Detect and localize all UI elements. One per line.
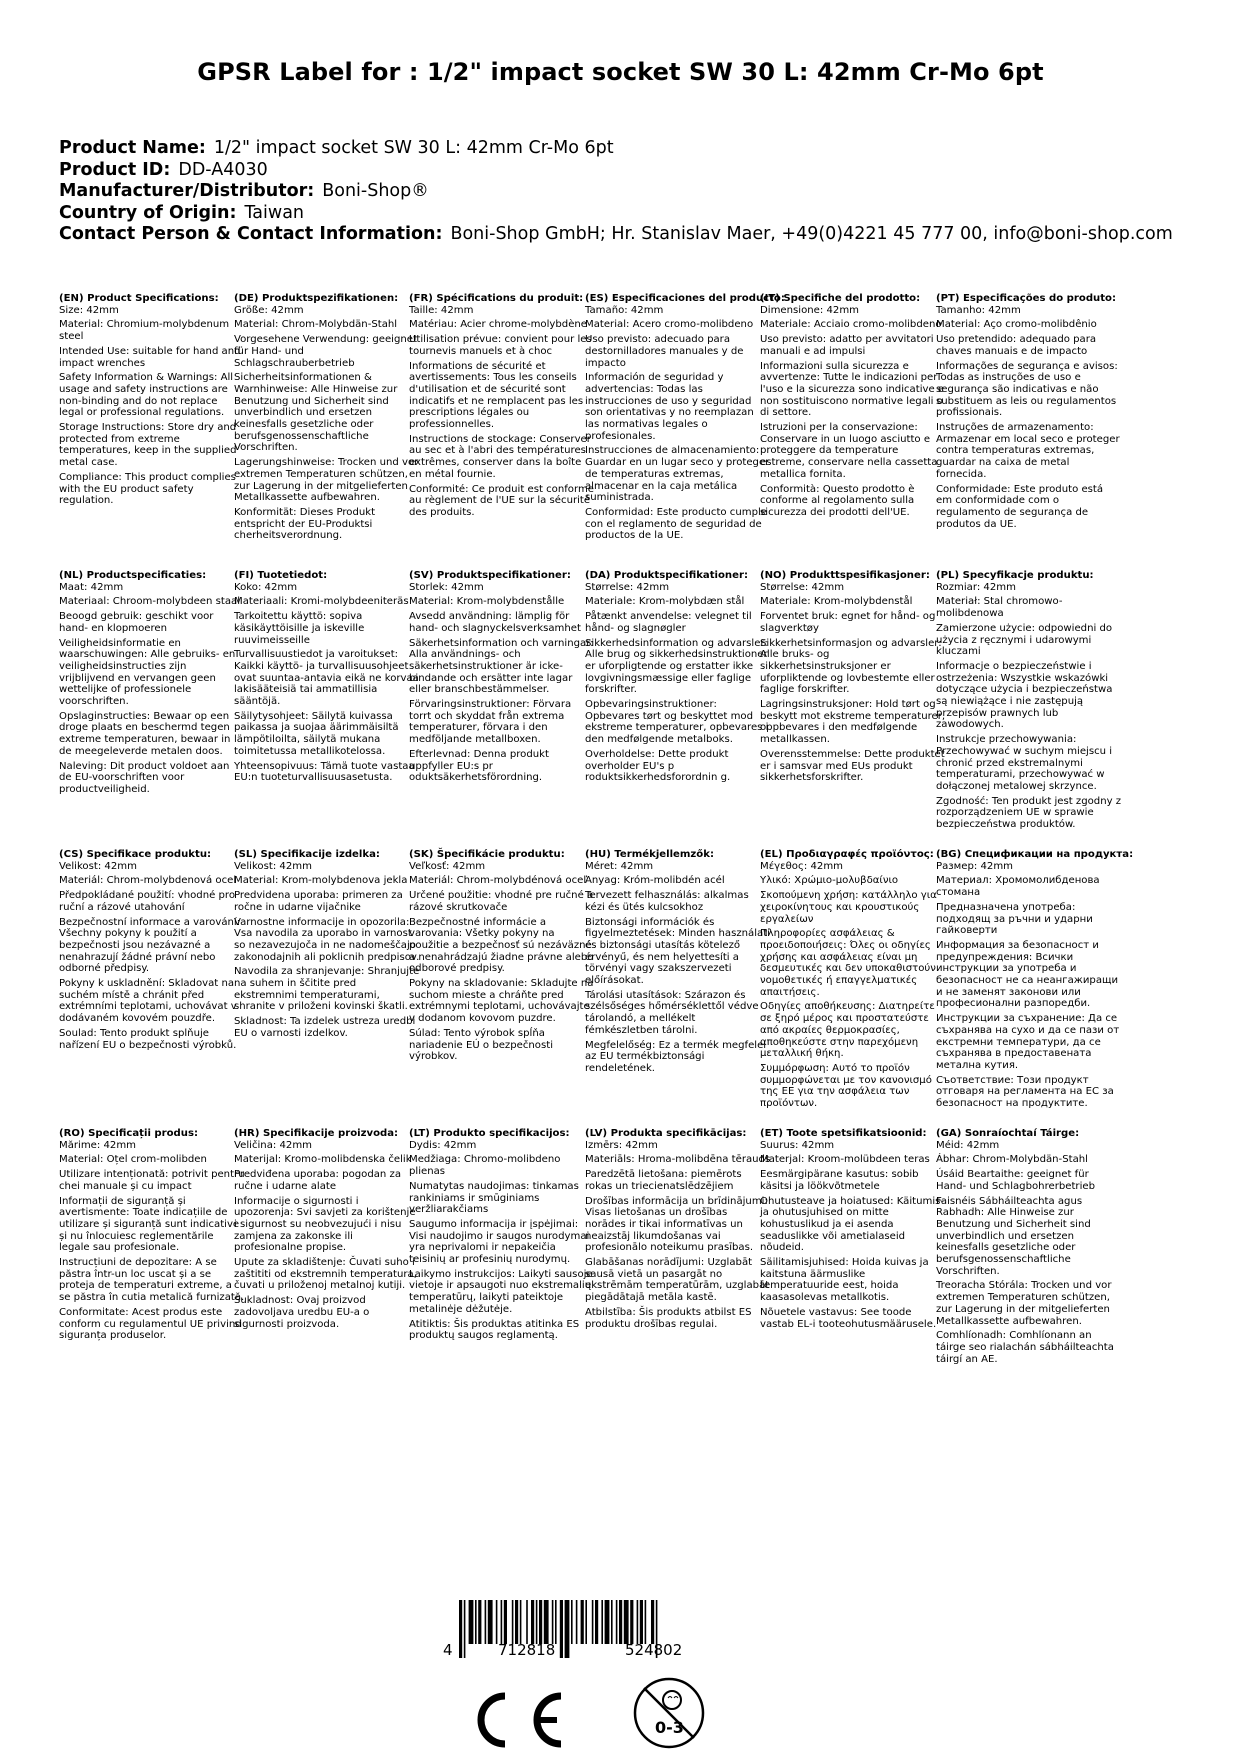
spec-item: Tervezett felhasználás: alkalmas kézi és ütés kulcsokhoz [585,890,749,913]
spec-item: Информация за безопасност и предупреждения: Всички инструкции за употреба и безопасност не са неангажиращи и не заменят законови или професионални разпоредби. [936,939,1119,1010]
spec-item: Bezpečnostné informácie a varovania: Všetky pokyny na použitie a bezpečnosť sú nezáväzné a nenahrádzajú žiadne právne alebo odborové predpisy. [409,916,594,975]
spec-item: Dydis: 42mm [409,1139,477,1151]
spec-item: Saugumo informacija ir įspėjimai: Visi naudojimo ir saugos nurodymai yra neprivalomi ir nepakeičia teisinių ar profesinių nurodymų. [409,1218,590,1266]
spec-item: Tamanho: 42mm [936,304,1021,316]
info-value: Boni-Shop® [322,181,429,201]
spec-item: Efterlevnad: Denna produkt uppfyller EU:s pr oduktsäkerhetsförordning. [409,748,549,784]
spec-item: Paredzētā lietošana: piemērots rokas un triecienatslēdzējiem [585,1169,742,1192]
spec-item: Yhteensopivuus: Tämä tuote vastaa EU:n tuoteturvallisuusasetusta. [234,760,415,784]
spec-heading: (IT) Specifiche del prodotto: [760,293,921,304]
spec-block [234,570,420,787]
barcode-bar [630,1600,633,1644]
spec-item: Informații de siguranță și avertismente: Toate indicațiile de utilizare și siguranță sunt indicative și nu înlocuiesc reglementările legale sau profesionale. [59,1195,240,1254]
spec-item: Μέγεθος: 42mm [760,860,843,872]
spec-item: Instructions de stockage: Conserver au sec et à l'abri des températures extrêmes, conserver dans la boîte en métal fournie. [409,433,591,480]
spec-block [59,570,245,799]
spec-item: Overensstemmelse: Dette produktet er i samsvar med EUs produkt sikkerhetsforskrifter. [760,748,945,784]
spec-item: Påtænkt anvendelse: velegnet til hånd- og slagnøgler [585,611,752,634]
spec-block [409,1128,595,1345]
spec-item: Méret: 42mm [585,860,654,872]
spec-item: Størrelse: 42mm [585,581,670,593]
info-label: Contact Person & Contact Information: [59,224,443,244]
spec-item: Tárolási utasítások: Szárazon és szélsőséges hőmérséklettől védve tárolandó, a mellékelt fémkészletben tárolni. [585,989,759,1036]
spec-heading: (PL) Specyfikacje produktu: [936,570,1094,581]
spec-block [760,293,946,522]
spec-item: Súlad: Tento výrobok spĺňa nariadenie EÚ o bezpečnosti výrobkov. [409,1027,553,1063]
spec-item: Conformidad: Este producto cumple con el reglamento de seguridad de productos de la UE. [585,506,767,542]
barcode-bar [488,1600,493,1644]
spec-heading: (EN) Product Specifications: [59,293,219,304]
spec-item: Numatytas naudojimas: tinkamas rankiniams ir smūginiams veržliarakčiams [409,1180,579,1216]
spec-item: Материал: Хромомолибденова стомана [936,875,1100,899]
spec-item: Koko: 42mm [234,581,298,593]
spec-item: Atbilstība: Šis produkts atbilst ES produktu drošības regulai. [585,1306,752,1330]
contact-row [59,224,1173,246]
spec-block [585,849,771,1078]
spec-item: Treoracha Stórála: Trocken und vor extremen Temperaturen schützen, zur Lagerung in der mitgelieferten Metallkassette aufbewahren. [936,1280,1112,1327]
spec-block [585,1128,771,1333]
spec-item: Istruzioni per la conservazione: Conservare in un luogo asciutto e proteggere da temperature estreme, conservare nella cassetta metallica fornita. [760,422,938,480]
barcode-bar [565,1600,570,1658]
barcode-bar [478,1600,481,1644]
spec-item: Conformità: Questo prodotto è conforme al regolamento sulla sicurezza dei prodotti dell'UE. [760,483,915,518]
info-label: Country of Origin: [59,202,237,223]
spec-item: Σκοπούμενη χρήση: κατάλληλο για χειροκίνητους και κρουστικούς εργαλείων [760,890,937,925]
spec-heading: (LT) Produkto specifikacijos: [409,1128,570,1139]
info-value: 1/2" impact socket SW 30 L: 42mm Cr-Mo 6pt [213,138,614,158]
spec-item: Инструкции за съхранение: Да се съхранява на сухо и да се пази от екстремни температури, да се съхранява в предоставената метална кутия. [936,1013,1120,1071]
spec-item: Materiál: Chrom-molybdénová oceľ [409,875,588,887]
barcode-bar [475,1600,477,1644]
spec-item: Suurus: 42mm [760,1139,835,1151]
barcode-bar [595,1600,598,1644]
spec-item: Nõuetele vastavus: See toode vastab EL-i tooteohutusmäärusele. [760,1306,937,1330]
barcode-bar [560,1600,563,1658]
spec-item: Izmērs: 42mm [585,1139,658,1151]
spec-item: Säilytysohjeet: Säilytä kuivassa paikassa ja suojaa äärimmäisiltä lämpötiloilta, säilytä mukana toimitetussa metallikotelossa. [234,710,399,757]
spec-item: Instrucțiuni de depozitare: A se păstra într-un loc uscat și a se proteja de temperaturi extreme, a se păstra în cutia metalică furnizată. [59,1257,245,1304]
spec-item: Säilitamisjuhised: Hoida kuivas ja kaitstuna äärmuslike temperatuuride eest, hoida kaasasolevas metallkotis. [760,1257,929,1304]
spec-item: Instruções de armazenamento: Armazenar em local seco e proteger contra temperaturas extremas, guardar na caixa de metal fornecida. [936,422,1120,480]
spec-item: Skladnost: Ta izdelek ustreza uredbi EU o varnosti izdelkov. [234,1016,416,1039]
barcode-bar [515,1600,518,1644]
spec-block [936,1128,1122,1368]
spec-item: Méid: 42mm [936,1139,1000,1151]
spec-block [59,293,245,510]
spec-item: Storage Instructions: Store dry and protected from extreme temperatures, keep in the supplied metal case. [59,422,237,469]
ce-mark-icon [455,1690,567,1750]
barcode-bar [531,1600,534,1644]
spec-item: Veličina: 42mm [234,1139,312,1151]
spec-item: Pokyny k uskladnění: Skladovat na suchém místě a chránit před extrémními teplotami, uchovávat v dodávaném kovovém pouzdře. [59,978,237,1025]
spec-item: Biztonsági információk és figyelmeztetések: Minden használati és biztonsági utasítás kötelező érvényű, és nem helyettesíti a törvényi vagy szakszervezeti előírásokat. [585,916,770,987]
barcode-bar [611,1600,613,1644]
spec-item: Drošības informācija un brīdinājumi: Visas lietošanas un drošības norādes ir tikai informatīvas un neaizstāj likumdošanas vai profesionālo noteikumu prasības. [585,1195,768,1254]
spec-item: Οδηγίες αποθήκευσης: Διατηρείτε σε ξηρό μέρος και προστατεύστε από ακραίες θερμοκρασίες, αποθηκεύστε στην παρεχόμενη μεταλλική θήκη. [760,1001,935,1060]
spec-item: Uso pretendido: adequado para chaves manuais e de impacto [936,334,1097,357]
spec-item: Avsedd användning: lämplig för hand- och slagnyckelsverksamhet [409,611,581,634]
spec-heading: (DA) Produktspecifikationer: [585,570,748,581]
spec-item: Material: Chrom-Molybdän-Stahl [234,319,398,331]
spec-item: Dimensione: 42mm [760,304,859,316]
spec-item: Material: Oțel crom-molibden [59,1154,207,1166]
spec-block [234,293,420,545]
spec-item: Compliance: This product complies with the EU product safety regulation. [59,471,236,507]
barcode-lead-digit: 4 [443,1641,453,1659]
spec-block [760,849,946,1113]
info-label: Product ID: [59,159,171,180]
barcode-bar [536,1600,538,1644]
barcode-bars [443,1600,743,1658]
spec-item: Materiaal: Chroom-molybdeen staal [59,596,241,608]
spec-item: Instrucciones de almacenamiento: Guardar en un lugar seco y proteger de temperaturas extremas, almacenar en la caja metálica suministrada. [585,445,770,504]
spec-item: Conformité: Ce produit est conforme au règlement de l'UE sur la sécurité des produits. [409,483,594,518]
spec-item: Size: 42mm [59,304,119,316]
spec-item: Materiale: Acciaio cromo-molibdeno [760,319,942,331]
barcode-bar [585,1600,587,1644]
spec-item: Material: Krom-molybdenova jekla [234,875,408,887]
barcode-bar [469,1600,474,1644]
spec-item: Atitiktis: Šis produktas atitinka ES produktų saugos reglamentą. [409,1318,580,1342]
barcode-bar [504,1600,507,1644]
spec-item: Opslaginstructies: Bewaar op een droge plaats en beschermd tegen extreme temperaturen, bewaar in de meegeleverde metalen doos. [59,710,231,757]
spec-item: Vorgesehene Verwendung: geeignet für Hand- und Schlagschrauberbetrieb [234,334,417,369]
spec-item: Lagerungshinweise: Trocken und vor extremen Temperaturen schützen, zur Lagerung in der mitgelieferten Metallkassette aufbewahren. [234,457,419,504]
spec-item: Conformidade: Este produto está em conformidade com o regulamento de segurança de produtos da UE. [936,483,1104,530]
spec-item: Material: Aço cromo-molibdênio [936,319,1097,331]
spec-item: Upute za skladištenje: Čuvati suho i zaštititi od ekstremnih temperatura, čuvati u priloženoj metalnoj kutiji. [234,1257,417,1292]
spec-item: Safety Information & Warnings: All usage and safety instructions are non-binding and do not replace legal or professional regulations. [59,372,234,419]
barcode-bar [501,1600,503,1644]
spec-heading: (FR) Spécifications du produit: [409,293,584,304]
spec-item: Predvidena uporaba: primeren za ročne in udarne vijačnike [234,890,403,913]
spec-item: Turvallisuustiedot ja varoitukset: Kaikki käyttö- ja turvallisuusohjeet ovat suuntaa-antavia eikä ne korvaa lakisääteisiä tai ammatillisia sääntöjä. [234,649,419,708]
info-label: Manufacturer/Distributor: [59,181,315,201]
barcode-bar [616,1600,618,1644]
barcode-bar [637,1600,639,1644]
spec-heading: (EL) Προδιαγραφές προϊόντος: [760,849,934,860]
spec-item: Medžiaga: Chromo-molibdeno plienas [409,1154,561,1178]
info-value: Boni-Shop GmbH; Hr. Stanislav Maer, +49(0)4221 45 777 00, info@boni-shop.com [450,224,1173,244]
spec-item: Tarkoitettu käyttö: sopiva käsikäyttöisille ja iskeville ruuvimeisseille [234,611,365,646]
spec-item: Utilisation prévue: convient pour les tournevis manuels et à choc [409,334,592,357]
spec-heading: (SK) Špecifikácie produktu: [409,849,565,860]
barcode-bar [520,1600,522,1644]
barcode-bar [592,1600,594,1644]
spec-heading: (CS) Specifikace produktu: [59,849,212,860]
spec-item: Instrukcje przechowywania: Przechowywać w suchym miejscu i chronić przed ekstremalnymi temperaturami, przechowywać w dołączonej metalowej skrzynce. [936,734,1113,792]
spec-item: Zamierzone użycie: odpowiedni do użycia z ręcznymi i udarowymi kluczami [936,622,1113,658]
spec-heading: (NO) Produkttspesifikasjoner: [760,570,930,581]
barcode-bar [459,1600,462,1658]
spec-item: Pokyny na skladovanie: Skladujte na suchom mieste a chráňte pred extrémnymi teplotami, uchovávajte v dodanom kovovom puzdre. [409,978,594,1025]
spec-heading: (HR) Specifikacije proizvoda: [234,1128,399,1139]
spec-item: Konformität: Dieses Produkt entspricht der EU-Produktsi cherheitsverordnung. [234,506,376,542]
spec-item: Zgodność: Ten produkt jest zgodny z rozporządzeniem UE w sprawie bezpieczeństwa produktów. [936,795,1122,831]
barcode-bar [605,1600,610,1644]
spec-block [760,1128,946,1333]
spec-item: Maat: 42mm [59,581,124,593]
barcode-left-digits: 712818 [498,1641,556,1659]
spec-heading: (HU) Termékjellemzők: [585,849,714,860]
spec-item: Συμμόρφωση: Αυτό το προϊόν συμμορφώνεται με τον κανονισμό της ΕΕ για την ασφάλεια των προϊόντων. [760,1062,932,1110]
spec-block [936,293,1122,533]
spec-block [409,570,595,787]
barcode-bar [651,1600,654,1644]
barcode-bar [581,1600,584,1644]
spec-item: Materiał: Stal chromowo-molibdenowa [936,596,1063,620]
spec-item: Größe: 42mm [234,304,304,316]
barcode-bar [619,1600,622,1644]
spec-item: Anyag: Króm-molibdén acél [585,875,725,887]
spec-item: Material: Acero cromo-molibdeno [585,319,754,331]
spec-item: Materiaali: Kromi-molybdeeniteräs [234,596,409,608]
product-info [59,138,1173,246]
spec-item: Veiligheidsinformatie en waarschuwingen: Alle gebruiks- en veiligheidsinstructies zijn vrijblijvend en vervangen geen wettelijke of professionele voorschriften. [59,637,236,708]
spec-item: Съответствие: Този продукт отговаря на регламента на ЕС за безопасност на продуктите. [936,1074,1114,1110]
not-suitable-children-icon [632,1676,706,1750]
spec-block [59,1128,245,1345]
spec-item: Förvaringsinstruktioner: Förvara torrt och skyddat från extrema temperaturer, förvara i den medföljande metallboxen. [409,699,572,746]
spec-item: Předpokládané použití: vhodné pro ruční a rázové utahování [59,890,236,913]
spec-item: Sicherheitsinformationen & Warnhinweise: Alle Hinweise zur Benutzung und Sicherheit sind unverbindlich und ersetzen keinesfalls gesetzliche oder berufsgenossenschaftliche Vorschriften. [234,372,398,454]
spec-item: Storlek: 42mm [409,581,484,593]
info-value: Taiwan [244,202,305,223]
spec-item: Tamaño: 42mm [585,304,664,316]
spec-item: Megfelelőség: Ez a termék megfelel az EU termékbiztonsági rendeletének. [585,1039,767,1074]
spec-item: Información de seguridad y advertencias: Todas las instrucciones de uso y seguridad son orientativas y no reemplazan las normativas legales o profesionales. [585,372,754,442]
info-label: Product Name: [59,138,206,158]
spec-item: Materjal: Kroom-molübdeen teras [760,1154,930,1166]
spec-block [585,293,785,545]
spec-item: Soulad: Tento produkt splňuje nařízení EU o bezpečnosti výrobků. [59,1027,237,1051]
page-title: GPSR Label for : 1/2" impact socket SW 30 L: 42mm Cr-Mo 6pt [197,58,1044,86]
spec-item: Materiāls: Hroma-molibdēna tērauds [585,1154,771,1166]
spec-block [409,293,595,522]
spec-block [936,849,1134,1113]
spec-heading: (ET) Toote spetsifikatsioonid: [760,1128,927,1139]
spec-item: Glabāšanas norādījumi: Uzglabāt sausā vietā un pasargāt no ekstrēmām temperatūrām, uzglabāt piegādātajā metāla kastē. [585,1257,770,1304]
barcode-bar [640,1600,643,1644]
spec-item: Πληροφορίες ασφάλειας & προειδοποιήσεις: Όλες οι οδηγίες χρήσης και ασφάλειας είναι μη δεσμευτικές και δεν υποκαθιστούν νομοθετικές ή επαγγελματικές απαιτήσεις. [760,928,936,998]
spec-item: Størrelse: 42mm [760,581,845,593]
spec-item: Informacje o bezpieczeństwie i ostrzeżenia: Wszystkie wskazówki dotyczące użycia i bezpieczeństwa są niewiążące i nie zastępują przepisów prawnych lub zawodowych. [936,660,1113,731]
spec-item: Material: Chromium-molybdenum steel [59,319,230,343]
spec-block [234,849,420,1043]
barcode-bar [645,1600,647,1644]
spec-item: Velikost: 42mm [234,860,312,872]
product-id-row [59,160,1173,182]
barcode-bar [512,1600,514,1644]
barcode-bar [485,1600,487,1644]
spec-item: Taille: 42mm [409,304,474,316]
age-range-label: 0-3 [655,1718,684,1737]
spec-item: Material: Krom-molybdenstålle [409,596,565,608]
spec-heading: (BG) Спецификации на продукта: [936,849,1134,860]
spec-item: Υλικό: Χρώμιο-μολυβδαίνιο [760,875,899,887]
spec-block [234,1128,420,1333]
barcode-right-digits: 524802 [625,1641,683,1659]
spec-block [59,849,245,1054]
spec-item: Intended Use: suitable for hand and impact wrenches [59,345,241,369]
spec-block [936,570,1122,834]
barcode-bar [552,1600,554,1644]
spec-item: Veľkosť: 42mm [409,860,486,872]
spec-item: Laikymo instrukcijos: Laikyti sausoje vietoje ir apsaugoti nuo ekstremalių temperatūrų, laikyti pateiktoje metalinėje dėžutėje. [409,1268,593,1315]
spec-heading: (ES) Especificaciones del producto: [585,293,785,304]
barcode-bar [539,1600,542,1644]
spec-heading: (GA) Sonraíochtaí Táirge: [936,1128,1080,1139]
spec-item: Lagringsinstruksjoner: Hold tørt og beskytt mot ekstreme temperaturer, oppbevares i den medfølgende metallkassen. [760,699,946,746]
spec-item: Bezpečnostní informace a varování: Všechny pokyny k použití a bezpečnosti jsou nezávazné a nenahrazují žádné právní nebo odborné předpisy. [59,916,241,975]
spec-block [585,570,771,787]
spec-item: Rozmiar: 42mm [936,581,1016,593]
spec-item: Beoogd gebruik: geschikt voor hand- en klopmoeren [59,611,214,634]
barcode-bar [601,1600,603,1644]
spec-item: Utilizare intenționată: potrivit pentru chei manuale și cu impact [59,1169,245,1192]
spec-item: Materiale: Krom-molybdenstål [760,596,913,608]
spec-heading: (RO) Specificații produs: [59,1128,199,1139]
spec-item: Overholdelse: Dette produkt overholder EU's p roduktsikkerhedsforordnin g. [585,748,731,784]
spec-heading: (NL) Productspecificaties: [59,570,207,581]
spec-heading: (PT) Especificações do produto: [936,293,1117,304]
spec-item: Размер: 42mm [936,860,1013,872]
spec-item: Conformitate: Acest produs este conform cu regulamentul UE privind siguranța produselor. [59,1306,242,1342]
barcode-bar [571,1600,573,1644]
spec-item: Informazioni sulla sicurezza e avvertenze: Tutte le indicazioni per l'uso e la sicurezza sono indicative e non sostituiscono normative legali o di settore. [760,360,945,419]
spec-item: Navodila za shranjevanje: Shranjujte na suhem in ščitite pred ekstremnimi temperaturami, shranite v priloženi kovinski škatli. [234,966,420,1013]
spec-item: Informations de sécurité et avertissements: Tous les conseils d'utilisation et de sécurité sont indicatifs et ne remplacent pas les prescriptions légales ou professionnelles. [409,360,584,431]
spec-item: Materiál: Chrom-molybdenová ocel [59,875,237,887]
barcode [443,1600,743,1670]
spec-item: Eesmärgipärane kasutus: sobib käsitsi ja löökvõtmetele [760,1169,919,1192]
spec-heading: (SL) Specifikacije izdelka: [234,849,380,860]
spec-heading: (FI) Tuotetiedot: [234,570,328,581]
spec-item: Materijal: Kromo-molibdenska čelik [234,1154,412,1166]
spec-item: Sikkerhedsinformation og advarsler: Alle brug og sikkerhedsinstruktioner er uforpligtende og erstatter ikke lovgivningsmæssige eller faglige forskrifter. [585,637,768,696]
spec-item: Opbevaringsinstruktioner: Opbevares tørt og beskyttet mod ekstreme temperaturer, opbevares i den medfølgende metalboks. [585,699,769,746]
spec-item: Comhlíonadh: Comhlíonann an táirge seo rialachán sábháilteachta táirgí an AE. [936,1330,1114,1365]
spec-item: Uso previsto: adecuado para destornilladores manuales y de impacto [585,334,744,369]
barcode-bar [624,1600,629,1644]
spec-item: Úsáid Beartaithe: geeignet für Hand- und Schlagbohrerbetrieb [936,1169,1096,1192]
spec-heading: (DE) Produktspezifikationen: [234,293,399,304]
spec-block [760,570,946,787]
barcode-bar [526,1600,528,1644]
spec-item: Säkerhetsinformation och varningar: Alla användnings- och säkerhetsinstruktioner är icke-bindande och ersätter inte lagar eller branschbestämmelser. [409,637,594,696]
spec-item: Предназначена употреба: подходящ за ръчни и ударни гайковерти [936,901,1093,937]
spec-item: Faisnéis Sábháilteachta agus Rabhadh: Alle Hinweise zur Benutzung und Sicherheit sind unverbindlich und ersetzen keinesfalls gesetzliche oder berufsgenossenschaftliche Vorschriften. [936,1195,1091,1277]
product-name-row [59,138,1173,160]
spec-item: Materiale: Krom-molybdæn stål [585,596,745,608]
spec-item: Sukladnost: Ovaj proizvod zadovoljava uredbu EU-a o sigurnosti proizvoda. [234,1295,370,1330]
info-value: DD-A4030 [178,159,268,180]
barcode-bar [576,1600,578,1644]
spec-item: Ábhar: Chrom-Molybdän-Stahl [936,1154,1088,1166]
barcode-bar [544,1600,549,1644]
barcode-bar [555,1600,557,1644]
spec-block [409,849,595,1066]
spec-item: Forventet bruk: egnet for hånd- og slagverktøy [760,611,936,634]
spec-item: Varnostne informacije in opozorila: Vsa navodila za uporabo in varnost so nezavezujoča in ne nadomeščajo zakonodajnih ali poklicnih predpisov. [234,916,420,963]
spec-item: Predviđena uporaba: pogodan za ručne i udarne alate [234,1169,402,1192]
country-row [59,203,1173,225]
spec-item: Velikost: 42mm [59,860,137,872]
spec-item: Sikkerhetsinformasjon og advarsler: Alle bruks- og sikkerhetsinstruksjoner er uforpliktende og lovbestemte eller faglige forskrifter. [760,637,942,696]
barcode-bar [464,1600,466,1658]
spec-heading: (LV) Produkta specifikācijas: [585,1128,747,1139]
spec-item: Informações de segurança e avisos: Todas as instruções de uso e segurança são indicativas e não substituem as leis ou regulamentos profissionais. [936,360,1118,419]
spec-item: Uso previsto: adatto per avvitatori manuali e ad impulsi [760,334,934,357]
spec-item: Mărime: 42mm [59,1139,137,1151]
manufacturer-row [59,181,1173,203]
spec-item: Informacije o sigurnosti i upozorenja: Svi savjeti za korištenje i sigurnost su neobvezujući i nisu zamjena za zakonske ili profesionalne propise. [234,1195,416,1254]
spec-item: Matériau: Acier chrome-molybdène [409,319,588,331]
spec-item: Určené použitie: vhodné pre ručné a rázové skrutkovače [409,890,594,913]
spec-item: Naleving: Dit product voldoet aan de EU-voorschriften voor productveiligheid. [59,760,230,795]
spec-heading: (SV) Produktspecifikationer: [409,570,571,581]
barcode-bar [496,1600,498,1644]
spec-item: Ohutusteave ja hoiatused: Käitumis- ja ohutusjuhised on mitte kohustuslikud ja ei asenda seaduslikke või ametialaseid nõudeid. [760,1195,945,1254]
